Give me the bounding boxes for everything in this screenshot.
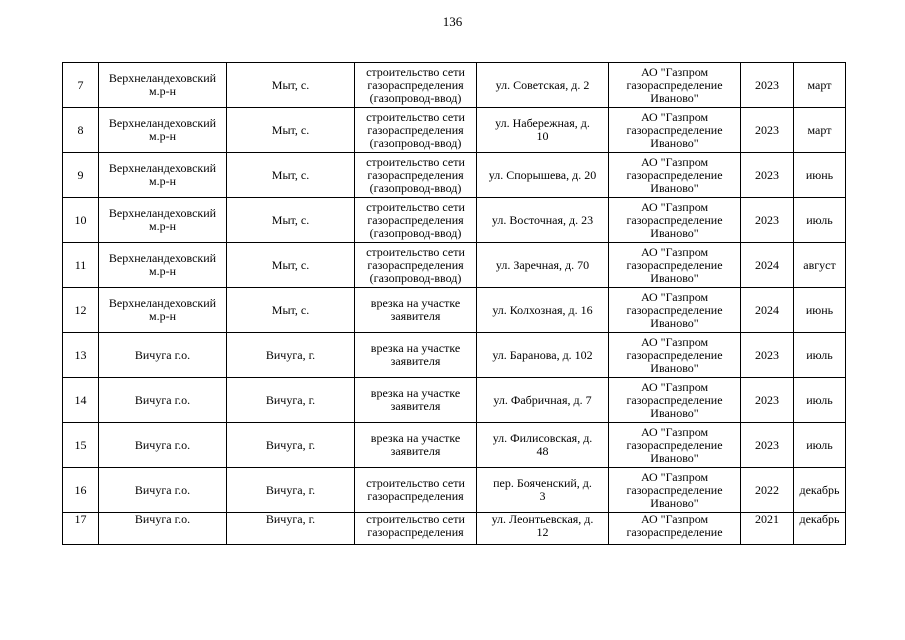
- address-cell: пер. Бояченский, д. 3: [477, 468, 609, 513]
- settlement-cell: Мыт, с.: [227, 63, 355, 108]
- work-type-cell: врезка на участке заявителя: [355, 423, 477, 468]
- settlement-cell: Мыт, с.: [227, 198, 355, 243]
- table-row: [63, 333, 846, 378]
- row-number-cell: 9: [63, 153, 99, 198]
- district-cell: Верхнеландеховский м.р-н: [99, 243, 227, 288]
- table-row: [63, 243, 846, 288]
- district-cell: Вичуга г.о.: [99, 468, 227, 513]
- settlement-cell: Вичуга, г.: [227, 423, 355, 468]
- year-cell: 2023: [741, 423, 794, 468]
- district-cell: Вичуга г.о.: [99, 333, 227, 378]
- address-cell: ул. Колхозная, д. 16: [477, 288, 609, 333]
- month-cell: июль: [794, 423, 846, 468]
- row-number-cell: 17: [63, 513, 99, 545]
- organization-cell: АО "Газпром газораспределение Иваново": [609, 468, 741, 513]
- year-cell: 2021: [741, 513, 794, 545]
- work-type-cell: строительство сети газораспределения: [355, 513, 477, 545]
- settlement-cell: Мыт, с.: [227, 108, 355, 153]
- table-row: [63, 513, 846, 545]
- organization-cell: АО "Газпром газораспределение Иваново": [609, 108, 741, 153]
- month-cell: июль: [794, 378, 846, 423]
- address-cell: ул. Филисовская, д. 48: [477, 423, 609, 468]
- year-cell: 2023: [741, 198, 794, 243]
- organization-cell: АО "Газпром газораспределение Иваново": [609, 378, 741, 423]
- settlement-cell: Вичуга, г.: [227, 468, 355, 513]
- work-type-cell: строительство сети газораспределения (газопровод-ввод): [355, 153, 477, 198]
- row-number-cell: 10: [63, 198, 99, 243]
- year-cell: 2023: [741, 153, 794, 198]
- month-cell: июль: [794, 198, 846, 243]
- gasification-table: [62, 62, 846, 545]
- table-row: [63, 288, 846, 333]
- address-cell: ул. Заречная, д. 70: [477, 243, 609, 288]
- address-cell: ул. Советская, д. 2: [477, 63, 609, 108]
- district-cell: Верхнеландеховский м.р-н: [99, 108, 227, 153]
- address-cell: ул. Леонтьевская, д. 12: [477, 513, 609, 545]
- organization-cell: АО "Газпром газораспределение Иваново": [609, 153, 741, 198]
- district-cell: Верхнеландеховский м.р-н: [99, 288, 227, 333]
- settlement-cell: Мыт, с.: [227, 243, 355, 288]
- organization-cell: АО "Газпром газораспределение Иваново": [609, 243, 741, 288]
- settlement-cell: Вичуга, г.: [227, 513, 355, 545]
- row-number-cell: 7: [63, 63, 99, 108]
- year-cell: 2024: [741, 243, 794, 288]
- district-cell: Вичуга г.о.: [99, 513, 227, 545]
- month-cell: август: [794, 243, 846, 288]
- organization-cell: АО "Газпром газораспределение: [609, 513, 741, 545]
- page-number: 136: [442, 14, 463, 29]
- work-type-cell: врезка на участке заявителя: [355, 288, 477, 333]
- table-row: [63, 63, 846, 108]
- row-number-cell: 8: [63, 108, 99, 153]
- work-type-cell: строительство сети газораспределения (газопровод-ввод): [355, 63, 477, 108]
- work-type-cell: врезка на участке заявителя: [355, 378, 477, 423]
- work-type-cell: строительство сети газораспределения (газопровод-ввод): [355, 198, 477, 243]
- table-row: [63, 468, 846, 513]
- row-number-cell: 13: [63, 333, 99, 378]
- address-cell: ул. Спорышева, д. 20: [477, 153, 609, 198]
- settlement-cell: Вичуга, г.: [227, 333, 355, 378]
- district-cell: Вичуга г.о.: [99, 378, 227, 423]
- month-cell: март: [794, 108, 846, 153]
- work-type-cell: врезка на участке заявителя: [355, 333, 477, 378]
- table-row: [63, 423, 846, 468]
- year-cell: 2023: [741, 378, 794, 423]
- table-body: [63, 63, 846, 545]
- month-cell: март: [794, 63, 846, 108]
- table-row: [63, 198, 846, 243]
- year-cell: 2023: [741, 333, 794, 378]
- district-cell: Верхнеландеховский м.р-н: [99, 63, 227, 108]
- table-row: [63, 108, 846, 153]
- district-cell: Верхнеландеховский м.р-н: [99, 153, 227, 198]
- month-cell: декабрь: [794, 468, 846, 513]
- address-cell: ул. Фабричная, д. 7: [477, 378, 609, 423]
- organization-cell: АО "Газпром газораспределение Иваново": [609, 198, 741, 243]
- row-number-cell: 12: [63, 288, 99, 333]
- district-cell: Верхнеландеховский м.р-н: [99, 198, 227, 243]
- settlement-cell: Мыт, с.: [227, 153, 355, 198]
- row-number-cell: 16: [63, 468, 99, 513]
- organization-cell: АО "Газпром газораспределение Иваново": [609, 423, 741, 468]
- organization-cell: АО "Газпром газораспределение Иваново": [609, 288, 741, 333]
- work-type-cell: строительство сети газораспределения (газопровод-ввод): [355, 243, 477, 288]
- year-cell: 2023: [741, 63, 794, 108]
- work-type-cell: строительство сети газораспределения (газопровод-ввод): [355, 108, 477, 153]
- address-cell: ул. Восточная, д. 23: [477, 198, 609, 243]
- settlement-cell: Мыт, с.: [227, 288, 355, 333]
- month-cell: июнь: [794, 288, 846, 333]
- month-cell: июнь: [794, 153, 846, 198]
- table-row: [63, 153, 846, 198]
- work-type-cell: строительство сети газораспределения: [355, 468, 477, 513]
- row-number-cell: 15: [63, 423, 99, 468]
- address-cell: ул. Набережная, д. 10: [477, 108, 609, 153]
- row-number-cell: 14: [63, 378, 99, 423]
- organization-cell: АО "Газпром газораспределение Иваново": [609, 333, 741, 378]
- year-cell: 2022: [741, 468, 794, 513]
- table-row: [63, 378, 846, 423]
- district-cell: Вичуга г.о.: [99, 423, 227, 468]
- settlement-cell: Вичуга, г.: [227, 378, 355, 423]
- month-cell: июль: [794, 333, 846, 378]
- organization-cell: АО "Газпром газораспределение Иваново": [609, 63, 741, 108]
- row-number-cell: 11: [63, 243, 99, 288]
- year-cell: 2023: [741, 108, 794, 153]
- address-cell: ул. Баранова, д. 102: [477, 333, 609, 378]
- year-cell: 2024: [741, 288, 794, 333]
- month-cell: декабрь: [794, 513, 846, 545]
